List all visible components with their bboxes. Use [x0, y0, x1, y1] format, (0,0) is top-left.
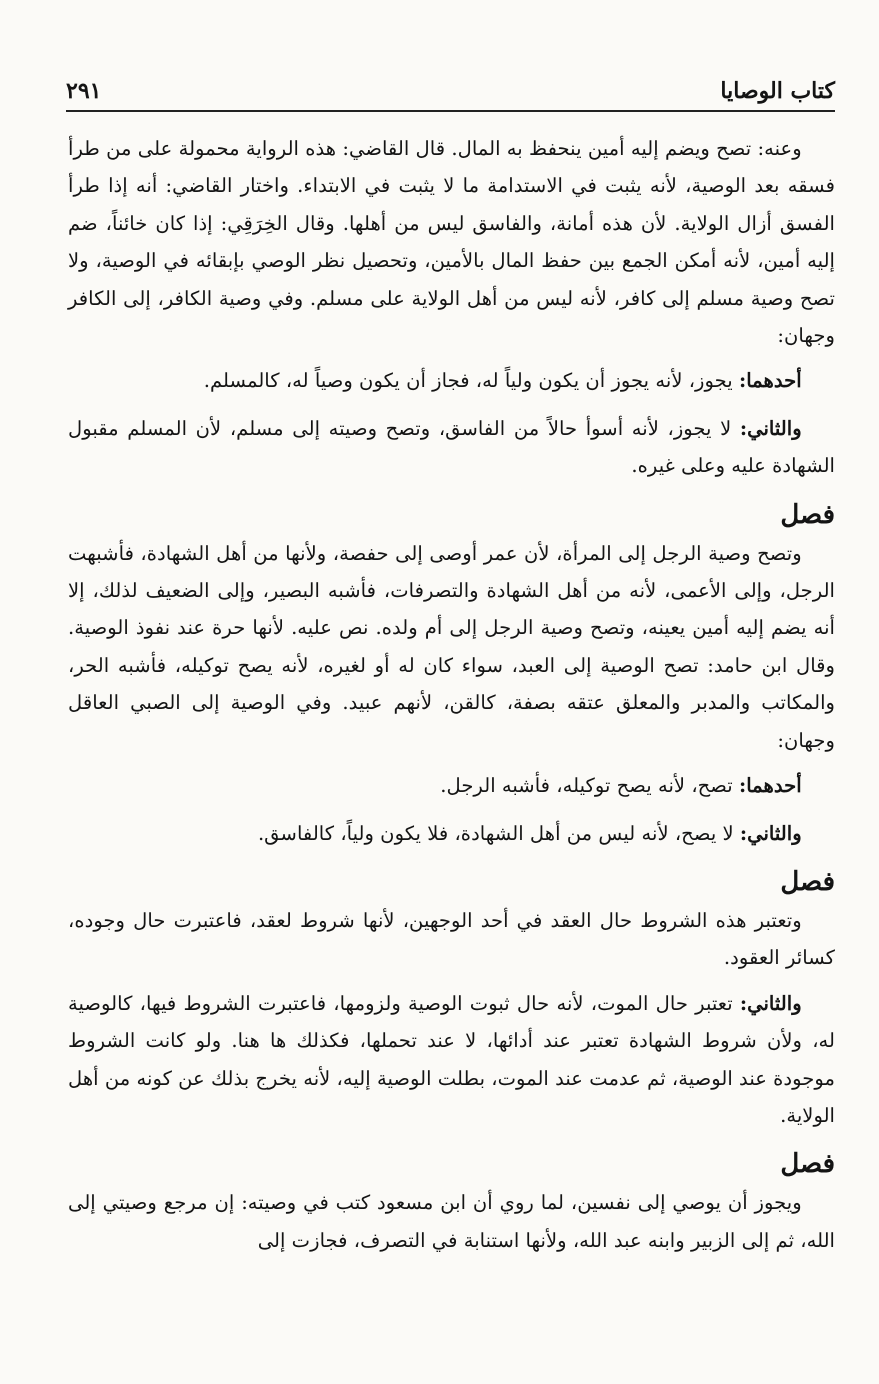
- paragraph-3: وتعتبر هذه الشروط حال العقد في أحد الوجهين، لأنها شروط لعقد، فاعتبرت حال وجوده، كسائر العقود.: [68, 908, 835, 970]
- running-title: كتاب الوصايا: [720, 78, 835, 104]
- page-number: ٢٩١: [66, 78, 102, 104]
- section-heading-1: فصل: [780, 499, 835, 530]
- opinion-5: [68, 985, 835, 1135]
- paragraph-2: وتصح وصية الرجل إلى المرأة، لأن عمر أوصى إلى حفصة، ولأنها من أهل الشهادة، فأشبهت الرجل، وإلى الأعمى، لأنه من أهل الشهادة والتصرفات، فأشبه البصير، وإلى الضعيف لذلك، إلا أنه يضم إليه أمين يعينه، وتصح وصية الرجل إلى أم ولده. نص عليه. لأنها حرة عند نفوذ الوصية. وقال ابن حامد: تصح الوصية إلى العبد، سواء كان له أو لغيره، لأنه يصح توكيله، فأشبه الحر، والمكاتب والمدبر والمعلق عتقه بصفة، كالقن، لأنهم عبيد. وفي الوصية إلى الصبي العاقل وجهان:: [68, 541, 835, 752]
- opinion-2: [68, 410, 835, 485]
- opinion-5-lead: والثاني:: [739, 991, 802, 1015]
- opinion-1-lead: أحدهما:: [738, 369, 802, 393]
- section-heading-3: فصل: [780, 1149, 835, 1180]
- opinion-4-text: لا يصح، لأنه ليس من أهل الشهادة، فلا يكون ولياً، كالفاسق.: [257, 821, 740, 845]
- opinion-3-lead: أحدهما:: [738, 774, 802, 798]
- section-heading-2: فصل: [780, 866, 835, 897]
- opinion-3-text: تصح، لأنه يصح توكيله، فأشبه الرجل.: [440, 774, 739, 798]
- body-text: [68, 130, 835, 1267]
- opinion-5-text: تعتبر حال الموت، لأنه حال ثبوت الوصية ولزومها، فاعتبرت الشروط فيها، كالوصية له، ولأن شروط الشهادة تعتبر عند أدائها، لا عند تحملها، فكذلك ها هنا. ولو كانت الشروط موجودة عند الوصية، ثم عدمت عند الموت، بطلت الوصية إليه، لأنه يخرج بذلك عن كونه من أهل الولاية.: [68, 991, 835, 1127]
- opinion-2-lead: والثاني:: [739, 416, 802, 440]
- paragraph-1: وعنه: تصح ويضم إليه أمين ينحفظ به المال. قال القاضي: هذه الرواية محمولة على من طرأ فسقه بعد الوصية، لأنه يثبت في الاستدامة ما لا يثبت في الابتداء. واختار القاضي: أنه إذا طرأ الفسق أزال الولاية. لأن هذه أمانة، والفاسق ليس من أهلها. وقال الخِرَقِي: إذا كان خائناً، ضم إليه أمين، لأنه أمكن الجمع بين حفظ المال بالأمين، وتحصيل نظر الوصي بإبقائه في الوصية، ولا تصح وصية مسلم إلى كافر، لأنه ليس من أهل الولاية على مسلم. وفي وصية الكافر، إلى الكافر وجهان:: [68, 137, 835, 348]
- opinion-2-text: لا يجوز، لأنه أسوأ حالاً من الفاسق، وتصح وصيته إلى مسلم، لأن المسلم مقبول الشهادة عليه وعلى غيره.: [68, 416, 835, 478]
- opinion-1: [68, 362, 835, 399]
- opinion-4-lead: والثاني:: [739, 821, 802, 845]
- opinion-1-text: يجوز، لأنه يجوز أن يكون ولياً له، فجاز أن يكون وصياً له، كالمسلم.: [203, 369, 739, 393]
- page-header: [66, 70, 835, 112]
- opinion-4: [68, 815, 835, 852]
- opinion-3: [68, 767, 835, 804]
- paragraph-4: ويجوز أن يوصي إلى نفسين، لما روي أن ابن مسعود كتب في وصيته: إن مرجع وصيتي إلى الله، ثم إلى الزبير وابنه عبد الله، ولأنها استنابة في التصرف، فجازت إلى: [68, 1191, 835, 1252]
